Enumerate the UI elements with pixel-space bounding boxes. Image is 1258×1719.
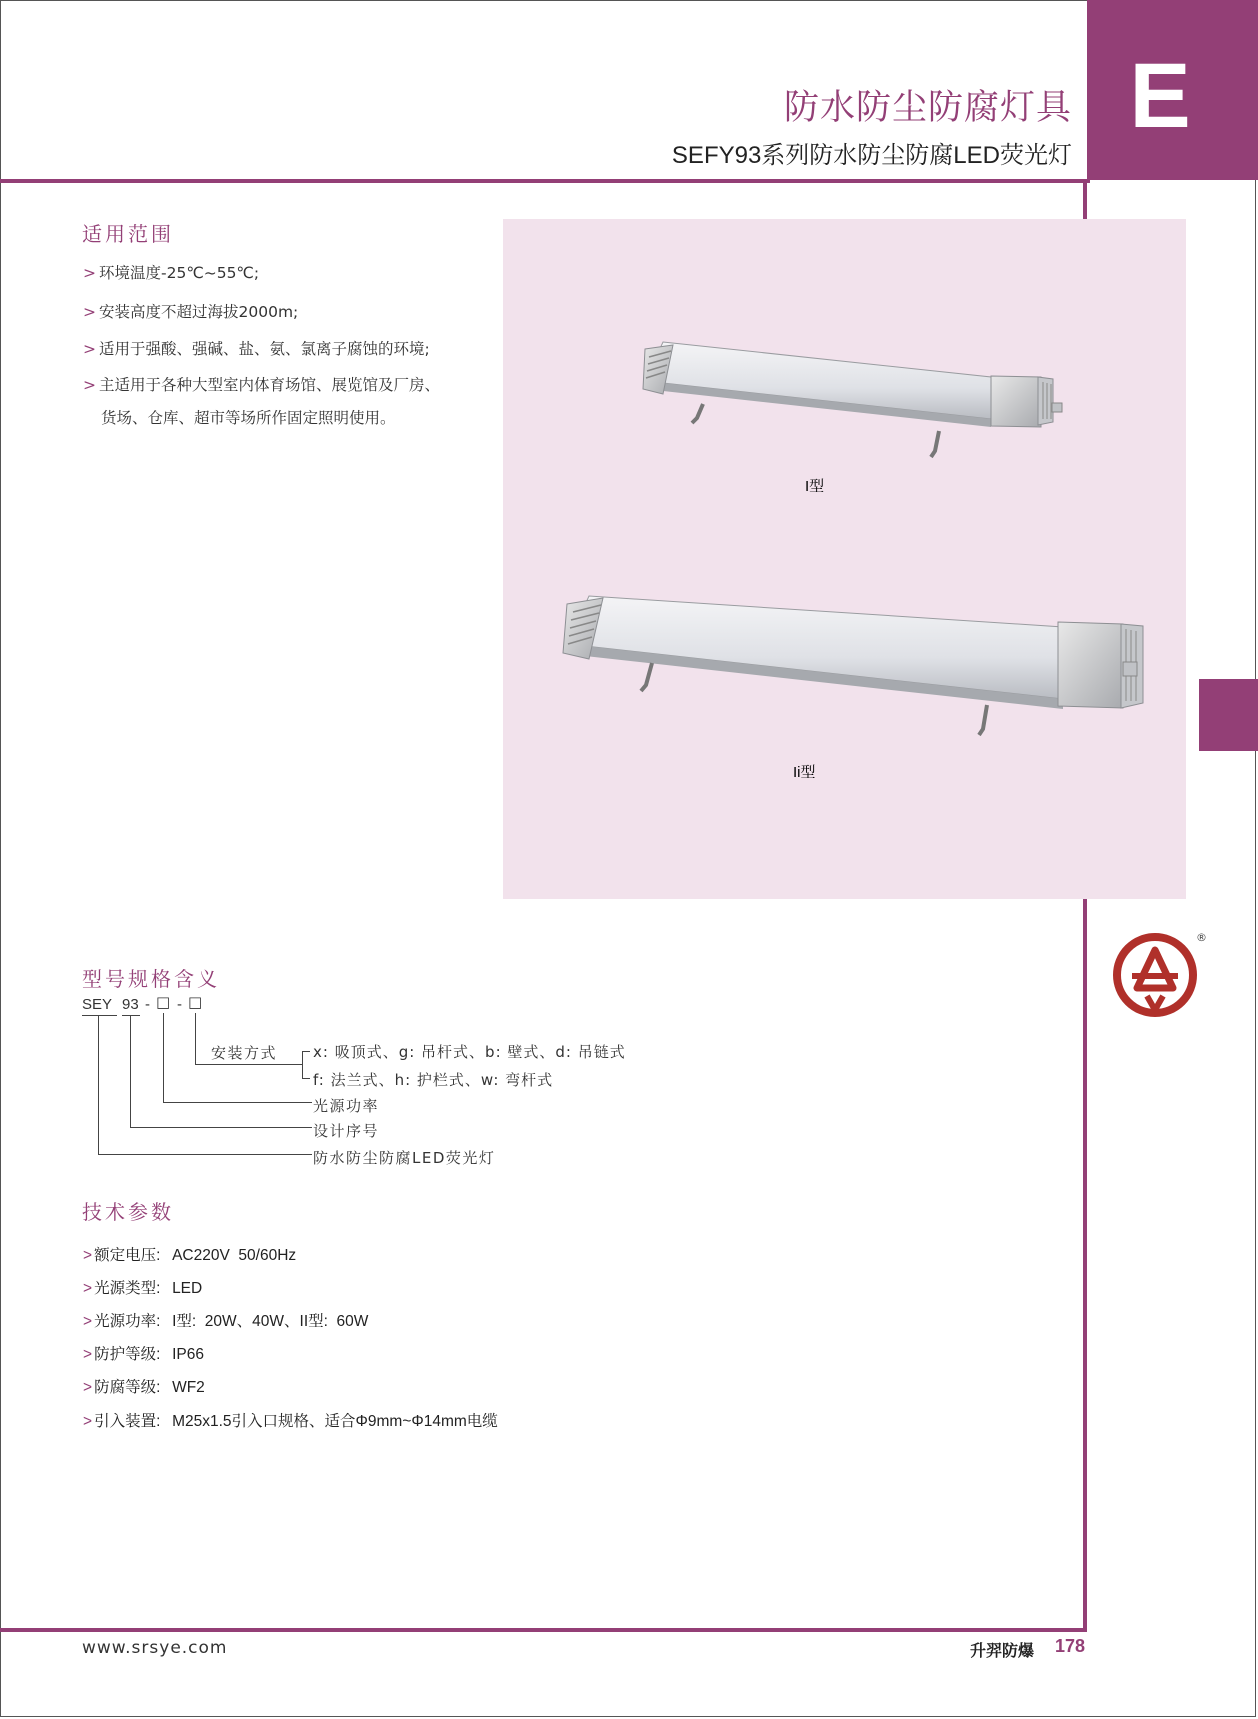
spec-row [83,1309,368,1331]
specs-title: 技术参数 [82,1200,174,1224]
install-bracket [302,1078,310,1079]
product-photos [503,219,1186,899]
underline [82,1015,117,1016]
spec-value: WF2 [172,1379,205,1396]
model-code-dash: - [177,996,182,1013]
install-options-line1: x: 吸顶式、g: 吊杆式、b: 壁式、d: 吊链式 [313,1043,626,1061]
registered-mark: ® [1196,931,1207,944]
page-title: 防水防尘防腐灯具 [783,88,1072,128]
install-label: 安装方式 [211,1044,278,1062]
bullet-mark: > [83,264,96,282]
scope-title: 适用范围 [82,222,174,246]
spec-value: M25x1.5引入口规格、适合Φ9mm~Φ14mm电缆 [172,1413,498,1430]
bullet-mark: > [83,1346,93,1363]
install-options-line2: f: 法兰式、h: 护栏式、w: 弯杆式 [313,1071,554,1089]
bullet-mark: > [83,1313,93,1330]
spec-label: 防护等级: [94,1346,161,1363]
spec-row [83,1243,296,1265]
spec-label: 防腐等级: [94,1379,161,1396]
install-bracket [302,1051,303,1078]
install-bracket [302,1051,310,1052]
spec-row [83,1342,204,1364]
model-code-93: 93 [122,996,139,1013]
leader-design [130,1015,131,1128]
bullet-mark: > [83,340,96,358]
company-logo-mark [1112,932,1202,1022]
power-label: 光源功率 [313,1097,380,1115]
model-code-sey: SEY [82,996,113,1013]
leader-design [130,1127,312,1128]
model-code-dash: - [145,996,150,1013]
header-divider [0,179,1090,183]
bullet-mark: > [83,303,96,321]
spec-row [83,1375,205,1397]
footer-url[interactable]: www.srsye.com [82,1638,228,1658]
footer-brand: 升羿防爆 [970,1641,1035,1660]
lamp-type-2-image [563,596,1143,735]
scope-item [83,261,259,283]
model-code-box-install: □ [188,993,203,1011]
spec-label: 引入装置: [94,1413,161,1430]
spec-label: 额定电压: [94,1247,161,1264]
bullet-mark: > [83,1247,93,1264]
scope-item [83,337,430,359]
model-title: 型号规格含义 [82,967,220,991]
leader-install [195,1064,303,1065]
bullet-mark: > [83,1280,93,1297]
lamp-type-1-image [643,342,1062,457]
scope-item-text: 主适用于各种大型室内体育场馆、展览馆及厂房、 [99,376,441,394]
product-photo-panel [503,219,1186,899]
bullet-mark: > [83,1379,93,1396]
lamp-type-1-caption: I型 [805,478,825,495]
scope-item-text: 环境温度-25℃~55℃; [99,264,260,282]
bullet-mark: > [83,376,96,394]
footer-divider [0,1628,1087,1632]
model-code-box-power: □ [156,993,171,1011]
spec-label: 光源功率: [94,1313,161,1330]
leader-power [163,1102,312,1103]
scope-item-text: 安装高度不超过海拔2000m; [99,303,299,321]
design-label: 设计序号 [313,1122,380,1140]
product-label: 防水防尘防腐LED荧光灯 [313,1149,496,1167]
scope-item [83,373,440,395]
lamp-type-2-caption: Ii型 [793,764,816,781]
spec-label: 光源类型: [94,1280,161,1297]
underline [122,1015,140,1016]
scope-item-continuation: 货场、仓库、超市等场所作固定照明使用。 [101,409,396,427]
company-logo [1112,932,1202,1022]
spec-row [83,1409,498,1431]
spec-value: IP66 [172,1346,204,1363]
spec-row [83,1276,202,1298]
spec-value: LED [172,1280,203,1297]
category-letter: E [1129,45,1191,147]
bullet-mark: > [83,1413,93,1430]
page-number: 178 [1055,1636,1086,1656]
leader-product [98,1015,99,1155]
spec-value: AC220V 50/60Hz [172,1247,297,1264]
leader-product [98,1154,312,1155]
leader-install [195,1013,196,1065]
scope-item-text: 适用于强酸、强碱、盐、氨、氯离子腐蚀的环境; [99,340,430,358]
leader-power [163,1013,164,1102]
side-index-tab [1199,679,1258,751]
page-subtitle: SEFY93系列防水防尘防腐LED荧光灯 [671,142,1072,169]
scope-item [83,300,298,322]
spec-value: I型: 20W、40W、II型: 60W [172,1313,369,1330]
